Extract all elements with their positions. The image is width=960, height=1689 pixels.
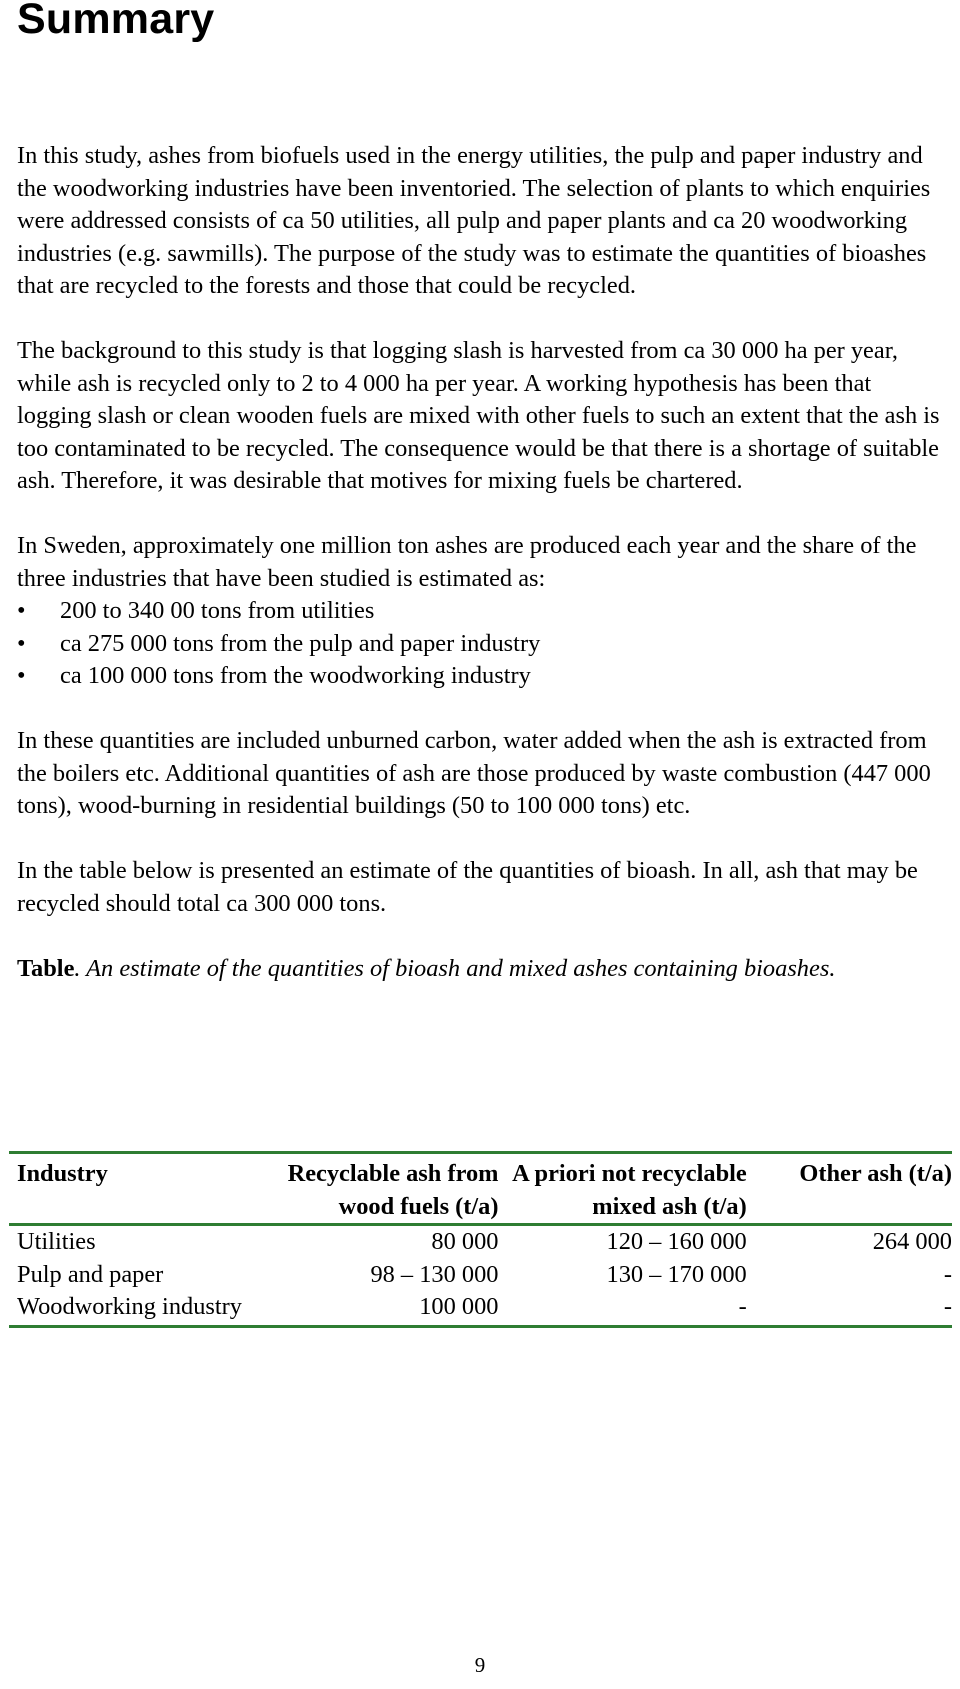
cell-other: 264 000 — [872, 1228, 952, 1255]
table-row — [9, 1225, 952, 1259]
cell-other: - — [943, 1260, 952, 1288]
list-item — [17, 660, 947, 693]
table-header-row — [9, 1153, 952, 1225]
cell-recyclable: 98 – 130 000 — [370, 1260, 499, 1288]
header-other-ash: Other ash (t/a) — [747, 1153, 952, 1225]
industry-share-list — [17, 595, 947, 693]
cell-mixed: 130 – 170 000 — [606, 1260, 747, 1288]
cell-other: - — [943, 1293, 952, 1320]
list-item-text: ca 100 000 tons from the woodworking industry — [60, 662, 531, 689]
page-title: Summary — [17, 0, 215, 43]
list-item-text: ca 275 000 tons from the pulp and paper industry — [60, 629, 541, 657]
list-item — [17, 628, 947, 661]
bullet-icon: • — [17, 662, 26, 689]
cell-recyclable: 80 000 — [431, 1228, 499, 1255]
paragraph-study-scope: In this study, ashes from biofuels used in the energy utilities, the pulp and paper industry and the woodworking industries have been inventoried. The selection of plants to which enquiries were addressed consists of ca 50 utilities, all pulp and paper plants and ca 20 woodworking industries (e.g. sawmills). The purpose of the study was to estimate the quantities of bioashes that are recycled to the forests and those that could be recycled. — [17, 142, 931, 299]
header-mixed-ash: A priori not recyclable mixed ash (t/a) — [499, 1153, 747, 1225]
cell-industry: Pulp and paper — [17, 1260, 164, 1288]
paragraph-included-quantities: In these quantities are included unburned carbon, water added when the ash is extracted from the boilers etc. Additional quantities of ash are those produced by waste combustion (447 000 tons), wood-burning in residential buildings (50 to 100 000 tons) etc. — [17, 727, 931, 819]
list-item — [17, 595, 947, 628]
ash-quantities-table — [9, 1151, 952, 1328]
table-caption — [17, 953, 947, 986]
header-recyclable-ash: Recyclable ash from wood fuels (t/a) — [269, 1153, 498, 1225]
paragraph-background: The background to this study is that logging slash is harvested from ca 30 000 ha per year, while ash is recycled only to 2 to 4 000 ha per year. A working hypothesis has been that logging slash or clean wooden fuels are mixed with other fuels to such an extent that the ash is too contaminated to be recycled. The consequence would be that there is a shortage of suitable ash. Therefore, it was desirable that motives for mixing fuels be chartered. — [17, 337, 940, 494]
table-caption-label: Table — [17, 954, 75, 982]
cell-industry: Woodworking industry — [17, 1293, 242, 1320]
bullet-icon: • — [17, 629, 26, 657]
table-caption-text: . An estimate of the quantities of bioash and mixed ashes containing bioashes. — [74, 954, 836, 982]
cell-mixed: 120 – 160 000 — [606, 1228, 747, 1255]
list-item-text: 200 to 340 00 tons from utilities — [60, 597, 375, 624]
table-row — [9, 1259, 952, 1292]
paragraph-ash-production: In Sweden, approximately one million ton ashes are produced each year and the share of the three industries that have been studied is estimated as: — [17, 532, 917, 592]
bullet-icon: • — [17, 597, 26, 624]
cell-industry: Utilities — [17, 1228, 96, 1255]
cell-recyclable: 100 000 — [419, 1293, 499, 1320]
page-number: 9 — [474, 1653, 486, 1677]
table-row — [9, 1291, 952, 1326]
summary-body — [17, 140, 947, 1018]
header-industry: Industry — [9, 1153, 269, 1225]
cell-mixed: - — [738, 1293, 747, 1320]
paragraph-table-intro: In the table below is presented an estimate of the quantities of bioash. In all, ash that may be recycled should total ca 300 000 tons. — [17, 857, 918, 917]
